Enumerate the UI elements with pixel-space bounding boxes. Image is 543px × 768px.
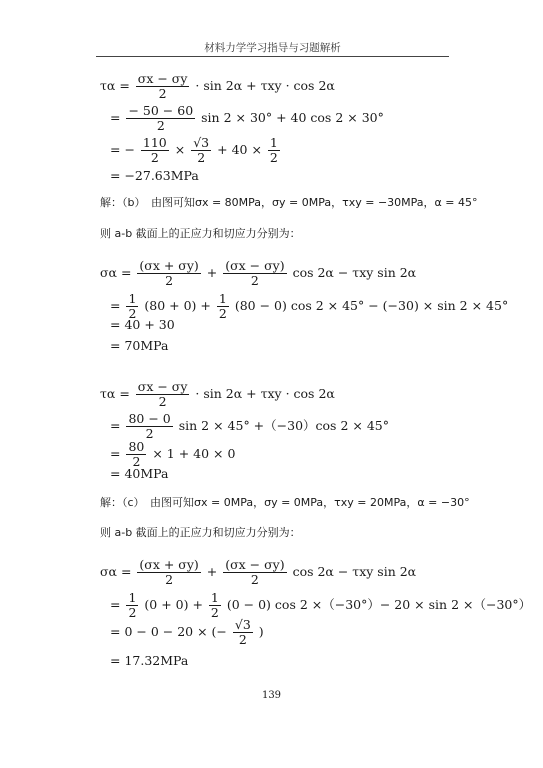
equation-b-tau-2: = $\frac{80 - 0}{2}$ sin 2 × 45° +（−30）cos 2 × 45°: [110, 411, 389, 441]
fraction: $\frac{(\sigma x - \sigma y)}{2}$: [225, 557, 285, 587]
fraction: $\frac{1}{2}$: [218, 291, 227, 321]
equation-b-sigma-2: = $\frac{1}{2}$ (80 + 0) + $\frac{1}{2}$ (80 − 0) cos 2 × 45° − (−30) × sin 2 × 45°: [110, 291, 509, 321]
header-rule: [96, 56, 449, 57]
header-title: 材料力学学习指导与习题解析: [204, 42, 341, 54]
fraction: $\frac{\sigma x - \sigma y}{2}$: [137, 379, 188, 409]
equation-c-sigma-3: = 0 − 0 − 20 × (− $\frac{√3}{2}$ ): [110, 617, 264, 647]
equation-a-1: [100, 72, 335, 101]
fraction: $\frac{\sigma x - \sigma y}{2}$: [137, 71, 188, 101]
solution-b-intro: 解：（b） 由图可知σx = 80MPa，σy = 0MPa，τxy = −30MPa，α = 45°: [100, 196, 478, 209]
fraction: $\frac{1}{2}$: [128, 291, 137, 321]
equation-a-2: = $\frac{- 50 - 60}{2}$ sin 2 × 30° + 40 cos 2 × 30°: [110, 103, 384, 133]
fraction: $\frac{80 - 0}{2}$: [128, 411, 171, 441]
fraction: $\frac{(\sigma x + \sigma y)}{2}$: [139, 557, 199, 587]
fraction: $\frac{1}{2}$: [210, 590, 219, 620]
equation-a-3: = − $\frac{110}{2}$ × $\frac{√3}{2}$ + 40 × $\frac{1}{2}$: [110, 135, 278, 165]
equation-b-tau-1: τα = $\frac{\sigma x - \sigma y}{2}$ · sin 2α + τxy · cos 2α: [100, 379, 335, 409]
equation-b-tau-3: = $\frac{80}{2}$ × 1 + 40 × 0: [110, 439, 236, 469]
page-number: 139: [261, 690, 282, 701]
eq-rest: · sin 2α + τxy · cos 2α: [195, 78, 335, 93]
fraction: $\frac{80}{2}$: [128, 439, 145, 469]
solution-b-stress-text: 则 a-b 截面上的正应力和切应力分别为：: [100, 227, 301, 240]
fraction: $\frac{(\sigma x + \sigma y)}{2}$: [139, 258, 199, 288]
equation-a-4: = −27.63MPa: [110, 168, 199, 183]
solution-c-intro: 解：（c） 由图可知σx = 0MPa，σy = 0MPa，τxy = 20MPa，α = −30°: [100, 496, 470, 509]
fraction: $\frac{√3}{2}$: [234, 617, 251, 647]
equation-c-sigma-4: = 17.32MPa: [110, 653, 189, 668]
equation-b-sigma-1: σα = $\frac{(\sigma x + \sigma y)}{2}$ + $\frac{(\sigma x - \sigma y)}{2}$ cos 2α − τxy sin 2α: [100, 258, 417, 288]
fraction: $\frac{- 50 - 60}{2}$: [128, 103, 194, 133]
equation-c-sigma-1: σα = $\frac{(\sigma x + \sigma y)}{2}$ + $\frac{(\sigma x - \sigma y)}{2}$ cos 2α − τxy sin 2α: [100, 557, 417, 587]
fraction: $\frac{1}{2}$: [128, 590, 137, 620]
fraction: $\frac{1}{2}$: [269, 135, 278, 165]
fraction: $\frac{√3}{2}$: [193, 135, 210, 165]
eq-lhs: τα =: [100, 78, 130, 93]
fraction: $\frac{(\sigma x - \sigma y)}{2}$: [225, 258, 285, 288]
fraction: $\frac{110}{2}$: [142, 135, 167, 165]
equation-b-sigma-3: = 40 + 30: [110, 317, 175, 332]
equation-b-sigma-4: = 70MPa: [110, 338, 169, 353]
equation-c-sigma-2: = $\frac{1}{2}$ (0 + 0) + $\frac{1}{2}$ (0 − 0) cos 2 ×（−30°）− 20 × sin 2 ×（−30°）: [110, 590, 532, 620]
solution-c-stress-text: 则 a-b 截面上的正应力和切应力分别为：: [100, 526, 301, 539]
equation-b-tau-4: = 40MPa: [110, 466, 169, 481]
